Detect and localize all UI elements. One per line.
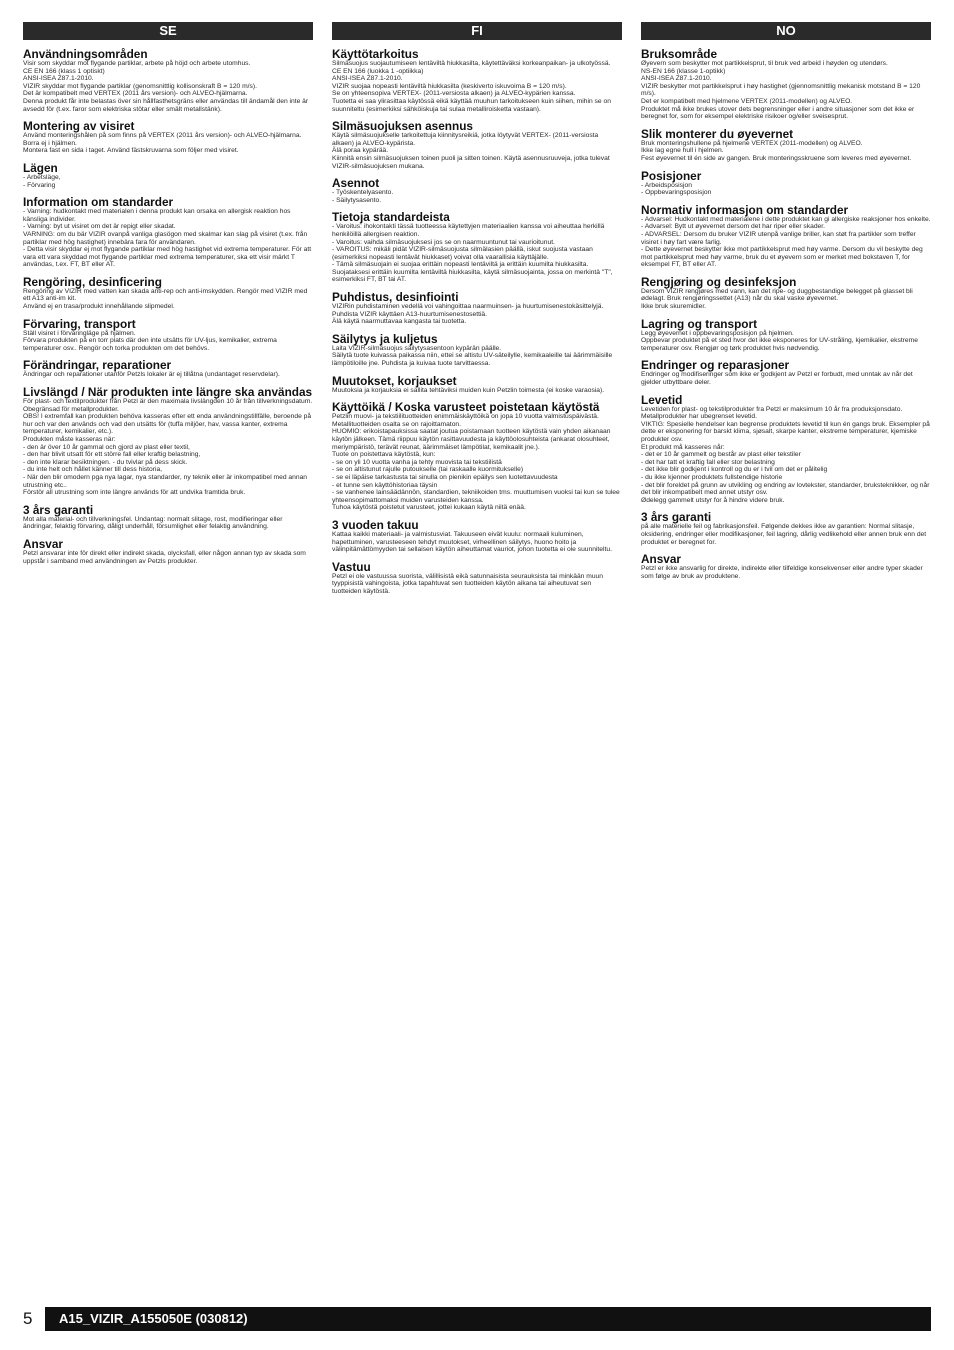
section bbox=[23, 162, 313, 189]
section bbox=[23, 538, 313, 565]
section bbox=[23, 504, 313, 531]
section-body: Endringer og modifiseringer som ikke er godkjent av Petzl er forbudt, med unntak av når det gjelder utbyttbare deler. bbox=[641, 371, 913, 387]
section-body: Visir som skyddar mot flygande partiklar, arbete på höjd och arbete utomhus. CE EN 166 (klass 1 optiskt) ANSI-ISEA Z87.1-2010. VIZIR skyddar mot flygande partiklar (genomsnittlig kollisonskraft B = 120 m/s). Det är kompatibelt med VERTEX (2011 års version)- och ALVEO-hjälmarna. Denna produkt får inte belastas över sin hållfasthetsgräns eller användas till ändamål den inte är avsedd för (t.ex. faror som elektriska stötar eller smält metallstänk). bbox=[23, 60, 309, 113]
section-heading: Käyttötarkoitus bbox=[332, 47, 419, 61]
language-header: FI bbox=[332, 22, 622, 40]
section bbox=[332, 519, 622, 554]
section-body: - Arbetsläge, - Förvaring bbox=[23, 173, 61, 189]
section-heading: Användningsområden bbox=[23, 47, 148, 61]
section-heading: Puhdistus, desinfiointi bbox=[332, 290, 459, 305]
section-heading: Levetid bbox=[641, 392, 683, 407]
section bbox=[23, 196, 313, 269]
section bbox=[332, 333, 622, 368]
section bbox=[332, 120, 622, 170]
section bbox=[23, 120, 313, 155]
section bbox=[23, 359, 313, 379]
section-body: Ställ visiret i förvaringläge på hjälmen. Förvara produkten på en torr plats där den inte utsätts för UV-ljus, kemikalier, extrema temperaturer osv.. Rengör och torka produkten om det behövs. bbox=[23, 329, 277, 352]
section bbox=[641, 318, 931, 353]
section-body: Levetiden for plast- og tekstilprodukter fra Petzl er maksimum 10 år fra produksjonsdato. Metallprodukter har ubegrenset levetid. VIKTIG: Spesielle hendelser kan begrense produktets levetid til kun én gangs bruk. Eksempler på dette er eksponering for barskt klima, sjøsalt, skarpe kanter, ekstreme temperaturer, kjemiske produkter osv. Et produkt må kasseres når: - det er 10 år gammelt og består av plast eller tekstiler - det har tatt et kraftig fall eller stor belastning - det ikke blir godkjent i kontroll og du er i tvil om det er pålitelig - du ikke kjenner produktets fullstendige historie - det blir foreldet på grunn av utvikling og endring av lovtekster, standarder, bruksteknikker, og når det blir inkompatibelt med annet utstyr osv. Ødelegg gammelt utstyr for å hindre videre bruk. bbox=[641, 405, 930, 504]
page-number: 5 bbox=[23, 1309, 33, 1328]
section-heading: Lagring og transport bbox=[641, 316, 757, 331]
section-heading: Posisjoner bbox=[641, 168, 702, 183]
section bbox=[23, 48, 313, 113]
document-code: A15_VIZIR_A155050E (030812) bbox=[45, 1307, 931, 1331]
section-body: Ändringar och reparationer utanför Petzls lokaler är ej tillåtna (undantaget reservdelar). bbox=[23, 371, 280, 379]
section-heading: Rengöring, desinficering bbox=[23, 274, 162, 289]
section-heading: Livslängd / När produkten inte längre ska användas bbox=[23, 385, 313, 400]
section bbox=[641, 511, 931, 546]
section bbox=[332, 401, 622, 512]
section-body: Använd monteringshålen på som finns på VERTEX (2011 års version)- och ALVEO-hjälmarna. Borra ej i hjälmen. Montera fast en sida i taget. Använd fästskruvarna som följer med visiret. bbox=[23, 132, 302, 155]
section bbox=[332, 48, 622, 113]
section-body: - Advarsel: Hudkontakt med materialene i dette produktet kan gi allergiske reaksjoner hos enkelte. - Advarsel: Bytt ut øyevernet dersom det har riper eller skader. - ADVARSEL: Dersom du bruker VIZIR utenpå vanlige briller, kan støt fra partikler som treffer visiret i høy fart være farlig. - Dette øyevernet beskytter ikke mot partikkelsprut med høy varme. Dersom du vil beskytte deg mot partikkelsprut med høy varme, bruk du et øyevern som er merket med bokstaven T, for eksempel FT, BT eller AT. bbox=[641, 215, 931, 269]
section bbox=[641, 553, 931, 580]
section-heading: Information om standarder bbox=[23, 195, 174, 210]
section-body: Silmäsuojus suojautumiseen lentäviltä hiukkasilta, käytettäväksi korkeanpaikan- ja ulkotyössä. CE EN 166 (luokka 1 -optiikka) ANSI-ISEA Z87.1-2010. VIZIR suojaa nopeasti lentäviltä hiukkasilta (keskiverto iskuvoima B = 120 m/s). Se on yhteensopiva VERTEX- (2011-versiosta alkaen) ja ALVEO-kypärien kanssa. Tuotetta ei saa ylirasittaa käytössä eikä käyttää muuhun tarkoitukseen kuin siihen, mihin se on suunniteltu (esimerkiksi sähköiskuja tai sulaa metalliroisketta vastaan). bbox=[332, 60, 611, 113]
section-heading: 3 års garanti bbox=[641, 510, 712, 525]
section bbox=[332, 211, 622, 284]
section-body: - Varoitus: ihokontakti tässä tuotteessa käytettyjen materiaalien kanssa voi aiheuttaa herkillä henkilöillä allergisen reaktion. - Varoitus: vaihda silmäsuojuksesi jos se on naarmuuntunut tai vaurioitunut. - VAROITUS: mikäli pidät VIZIR-silmäsuojusta silmälasien päällä, iskut suojusta vastaan (esimerkiksi nopeasti lentävät hiukkaset) voivat olla vaarallisia käyttäjälle. - Tämä silmäsuojain ei suojaa erittäin nopeasti lentäviltä ja erittäin kuumilta hiukkasilta. Suojataksesi erittäin kuumilta lentäviltä hiukkasilta, käytä silmäsuojainta, jossa on merkintä "T", esimerkiksi FT, BT tai AT. bbox=[332, 223, 613, 284]
section-body: Petzlin muovi- ja tekstiilituotteiden enimmäiskäyttöikä on jopa 10 vuotta valmistuspäivästä. Metallituotteiden osalta se on rajoittamaton. HUOMIO: erikoistapauksissa saatat joutua poistamaan tuotteen käytöstä vain yhden aikanaan käytön jälkeen. Tämä riippuu käytön rasittavuudesta ja käyttöolosuhteista (ankarat olosuhteet, meriympäristö, terävät reunat, äärimmäiset lämpötilat, kemikaalit jne.). Tuote on poistettava käytöstä, kun: - se on yli 10 vuotta vanha ja tehty muovista tai tekstiilistä - se on altistunut rajulle putoukselle (tai raskaalle kuormitukselle) - se ei läpäise tarkastusta tai sinulla on pienikin epäilys sen luotettavuudesta - et tunne sen käyttöhistoriaa täysin - se vanhenee lainsäädännön, standardien, tekniikoiden tms. muuttumisen vuoksi tai kun se tulee yhteensopimattomaksi muiden varusteiden kanssa. Tuhoa käytöstä poistetut varusteet, jottei kukaan käytä niitä enää. bbox=[332, 413, 620, 512]
section-body: Petzl er ikke ansvarlig for direkte, indirekte eller tilfeldige konsekvenser eller andre typer skader som følge av bruk av produktene. bbox=[641, 565, 923, 580]
section-heading: Käyttöikä / Koska varusteet poistetaan käytöstä bbox=[332, 400, 600, 415]
section-body: Käytä silmäsuojukselle tarkoitettuja kiinnitysreikiä, jotka löytyvät VERTEX- (2011-versiosta alkaen) ja ALVEO-kypärista. Älä poraa kypärää. Kiinnitä ensin silmäsuojuksen toinen puoli ja sitten toinen. Käytä asennusruuveja, jotka tulevat VIZIR-silmäsuojuksen mukana. bbox=[332, 132, 610, 170]
section-body: Dersom VIZIR rengjøres med vann, kan det ripe- og duggbestandige belegget på glasset bli ødelagt. Bruk rengjøringssettet (A13) når du skal vaske øyevernet. Ikke bruk skuremidler. bbox=[641, 287, 913, 311]
section-heading: Asennot bbox=[332, 176, 380, 191]
section-body: VIZIRin puhdistaminen vedellä voi vahingoittaa naarmuinsen- ja huurtumisenestokäsittelyjä. Puhdista VIZIR käyttäen A13-huurtumisenestosettiä. Älä käytä naarmuttavaa kangasta tai tuotetta. bbox=[332, 303, 604, 326]
section-heading: Normativ informasjon om standarder bbox=[641, 202, 849, 217]
section-heading: Muutokset, korjaukset bbox=[332, 373, 457, 388]
section-heading: Lägen bbox=[23, 160, 58, 175]
section-heading: Endringer og reparasjoner bbox=[641, 358, 790, 373]
section-heading: Vastuu bbox=[332, 559, 371, 574]
section bbox=[641, 359, 931, 386]
section-heading: Ansvar bbox=[641, 552, 681, 567]
column-fi bbox=[332, 22, 622, 596]
section-body: - Arbeidsposisjon - Oppbevaringsposisjon bbox=[641, 181, 712, 197]
section-body: Øyevern som beskytter mot partikkelsprut, til bruk ved arbeid i høyden og utendørs. NS-EN 166 (klasse 1-optikk) ANSI-ISEA Z87.1-2010. VIZIR beskytter mot partikkelsprut i høy hastighet (gjennomsnittlig mekanisk motstand B = 120 m/s). Det er kompatibelt med hjelmene VERTEX (2011-modellen) og ALVEO. Produktet må ikke brukes utover dets begrensninger eller i andre situasjoner som det ikke er beregnet for, som for eksempel elektriske risikoer og/eller sveisesprut. bbox=[641, 60, 921, 121]
section bbox=[641, 394, 931, 505]
section-heading: Montering av visiret bbox=[23, 119, 135, 134]
section-body: - Työskentelyasento. - Säilytysasento. bbox=[332, 189, 394, 204]
section-body: Mot alla material- och tillverkningsfel. Undantag: normalt slitage, rost, modifieringar eller ändringar, felaktig förvaring, dåligt underhåll, försumlighet eller felaktig användning. bbox=[23, 515, 283, 531]
section-heading: Säilytys ja kuljetus bbox=[332, 331, 438, 346]
section-body: - Varning: hudkontakt med materialen i denna produkt kan orsaka en allergisk reaktion hos känsliga individer. - Varning: byt ut visiret om det är repigt eller skadat. VARNING: om du bär VIZIR ovanpå vanliga glasögon med skalmar kan slag på visiret (t.ex. från partiklar med hög hastighet) innebära fara för användaren. - Detta visir skyddar ej mot flygande partiklar med hög hastighet vid extrema temperaturer. För att vara ett vara skyddad mot flygande partiklar med extrema temperaturer, ska ett visir märkt T användas, t.ex. FT, BT eller AT. bbox=[23, 208, 312, 269]
section-heading: Silmäsuojuksen asennus bbox=[332, 119, 473, 134]
section-heading: Rengjøring og desinfeksjon bbox=[641, 274, 797, 289]
section-heading: Bruksområde bbox=[641, 47, 718, 61]
language-header: SE bbox=[23, 22, 313, 40]
section-body: Petzl ei ole vastuussa suorista, välillisistä eikä satunnaisista seurauksista tai minkään muun tyyppisistä vahingoista, jotka tapahtuvat sen tuotteiden käytön aikana tai aiheutuvat sen tuotteiden käytöstä. bbox=[332, 572, 603, 595]
section-body: Muutoksia ja korjauksia ei sallita tehtäviksi muiden kuin Petzlin toimesta (ei koske varaosia). bbox=[332, 386, 605, 394]
section-body: Legg øyevernet i oppbevaringsposisjon på hjelmen. Oppbevar produktet på et sted hvor det ikke eksponeres for UV-stråling, kjemikalier, ekstreme temperaturer osv. Rengjør og tørk produktet hvis nødvendig. bbox=[641, 329, 918, 352]
section-body: För plast- och textilprodukter från Petzl är den maximala livslängden 10 år från tillverkningsdatum. Obegränsad för metallprodukter. OBS! I extremfall kan produkten behöva kasseras efter ett enda användningstillfälle, beroende på hur och var den används och vad den utsätts för (tuffa miljöer, hav, vassa kanter, extrema temperaturer, kemikalier, etc.). Produkten måste kasseras när: - den är över 10 år gammal och gjord av plast eller textil, - den har blivit utsatt för ett större fall eller kraftig belastning, - den inte klarar besiktningen. - du tvivlar på dess skick. - du inte helt och hållet känner till dess historia, - När den blir omodern pga nya lagar, nya standarder, ny teknik eller är inkompatibel med annan utrustning etc.. Förstör all utrustning som inte längre används för att undvika framtida bruk. bbox=[23, 398, 313, 497]
section-heading: Slik monterer du øyevernet bbox=[641, 126, 794, 141]
section bbox=[641, 128, 931, 163]
section-heading: Tietoja standardeista bbox=[332, 210, 450, 225]
section bbox=[641, 276, 931, 311]
section-body: Laita VIZIR-silmäsuojus säilytysasentoon kypärän päälle. Säilytä tuote kuivassa paikassa niin, ettei se altistu UV-säteilylle, kemikaaleille tai äärimmäisille lämpötiloille jne. Puhdista ja kuivaa tuote tarvittaessa. bbox=[332, 344, 613, 368]
section-body: på alle materielle feil og fabrikasjonsfeil. Følgende dekkes ikke av garantien: Normal slitasje, oksidering, endringer eller modifikasjoner, feil lagring, dårlig vedlikehold eller annen bruk enn det produktet er beregnet for. bbox=[641, 523, 927, 546]
section-heading: 3 års garanti bbox=[23, 502, 94, 517]
section bbox=[641, 48, 931, 121]
section bbox=[332, 177, 622, 204]
footer bbox=[23, 1307, 931, 1331]
section bbox=[332, 291, 622, 326]
section bbox=[641, 204, 931, 269]
section-heading: Förvaring, transport bbox=[23, 316, 136, 331]
column-se bbox=[23, 22, 313, 565]
section-body: Bruk monteringshullene på hjelmene VERTEX (2011-modellen) og ALVEO. Ikke lag egne hull i hjelmen. Fest øyevernet til én side av gangen. Bruk monteringsskruene som leveres med øyevernet. bbox=[641, 139, 912, 162]
section-body: Kattaa kaikki materiaali- ja valmistusviat. Takuuseen eivät kuulu: normaali kuluminen, hapettuminen, varusteeseen tehdyt muutokset, virheellinen säilytys, huono hoito ja välinpitämättömyyden tai sellaisen käytön aiheuttamat vauriot, johon tuotetta ei ole suunniteltu. bbox=[332, 530, 612, 554]
section bbox=[23, 386, 313, 497]
section-heading: 3 vuoden takuu bbox=[332, 517, 419, 532]
section-heading: Förändringar, reparationer bbox=[23, 358, 172, 373]
section bbox=[23, 276, 313, 311]
section-heading: Ansvar bbox=[23, 536, 63, 551]
language-header: NO bbox=[641, 22, 931, 40]
section bbox=[332, 561, 622, 596]
section-body: Rengöring av VIZIR med vatten kan skada anti-rep och anti-imskydden. Rengör med VIZIR med ett A13 anti-im kit. Använd ej en trasa/produkt innehållande slipmedel. bbox=[23, 287, 308, 311]
section bbox=[332, 375, 622, 395]
section bbox=[641, 170, 931, 197]
section bbox=[23, 318, 313, 353]
section-body: Petzl ansvarar inte för direkt eller indirekt skada, olycksfall, eller någon annan typ av skada som uppstår i samband med användningen av Petzls produkter. bbox=[23, 549, 306, 565]
column-no bbox=[641, 22, 931, 580]
